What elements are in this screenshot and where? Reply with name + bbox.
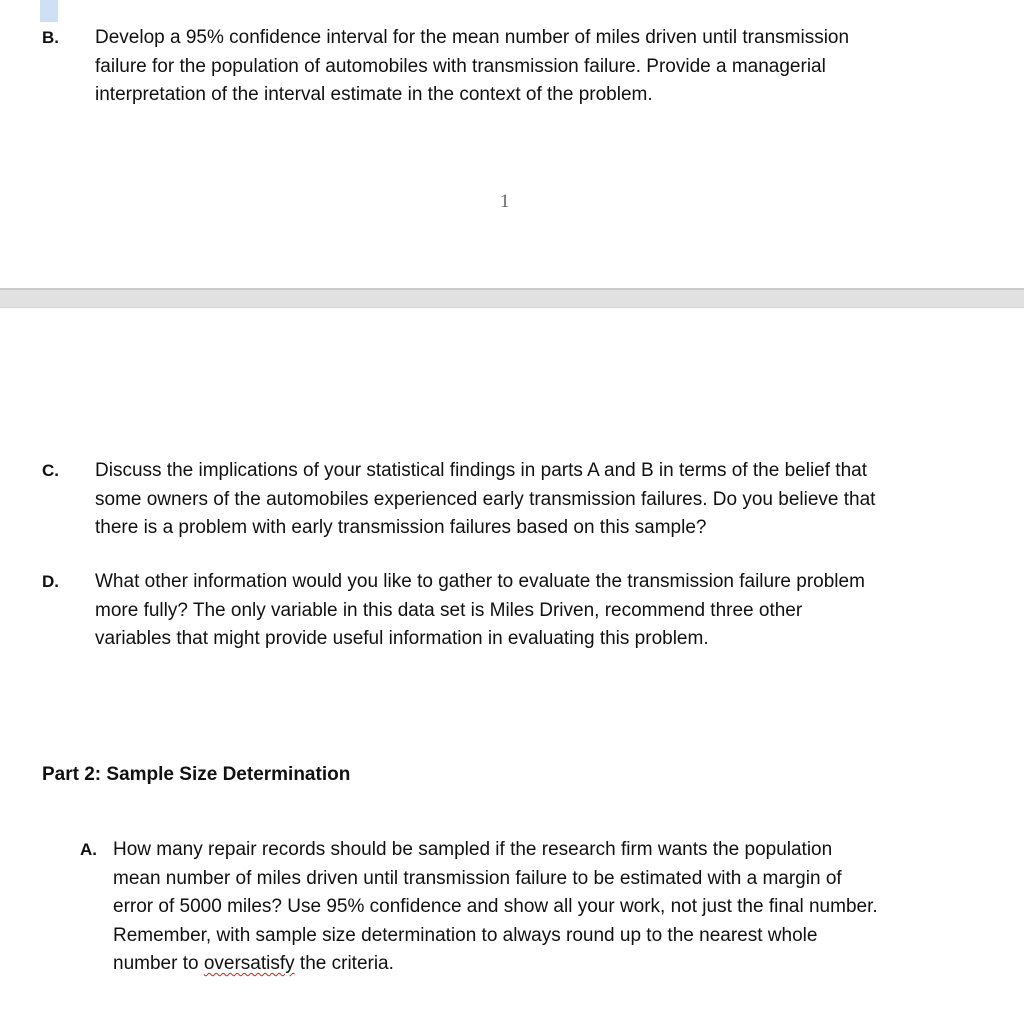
text-line: interpretation of the interval estimate in the context of the problem. [95,84,653,105]
text-line: mean number of miles driven until transmission failure to be estimated with a margin of [113,867,842,889]
question-letter: A. [80,840,97,859]
text-line: How many repair records should be sampled if the research firm wants the population [113,839,833,860]
text-line: Develop a 95% confidence interval for the mean number of miles driven until transmission [95,27,850,48]
misspelled-word[interactable]: oversatisfy [203,953,295,974]
text-line: failure for the population of automobiles with transmission failure. Provide a managerial [95,55,826,77]
text-line: What other information would you like to gather to evaluate the transmission failure problem [95,571,865,592]
question-letter: D. [42,572,59,591]
text-line: Remember, with sample size determination to always round up to the nearest whole [113,924,818,946]
question-letter: B. [42,28,59,47]
question-text [95,457,995,543]
text-line: Discuss the implications of your statistical findings in parts A and B in terms of the belief that [95,460,867,481]
text-line: error of 5000 miles? Use 95% confidence and show all your work, not just the final number. [113,896,878,917]
text-cursor-highlight [40,0,58,22]
part-2-heading: Part 2: Sample Size Determination [42,764,351,785]
text-line: there is a problem with early transmission failures based on this sample? [95,517,707,538]
text-line: more fully? The only variable in this data set is Miles Driven, recommend three other [95,599,803,621]
text-line: variables that might provide useful information in evaluating this problem. [95,628,709,649]
question-text [95,24,995,110]
page-number: 1 [500,191,510,212]
question-letter: C. [42,461,59,480]
text-line: some owners of the automobiles experienced early transmission failures. Do you believe that [95,488,876,510]
text-fragment: the criteria. [294,953,394,974]
question-text [95,568,995,654]
text-fragment: number to [113,953,204,974]
page-break-separator [0,288,1024,308]
text-line [113,950,1013,979]
question-text [113,836,1013,979]
